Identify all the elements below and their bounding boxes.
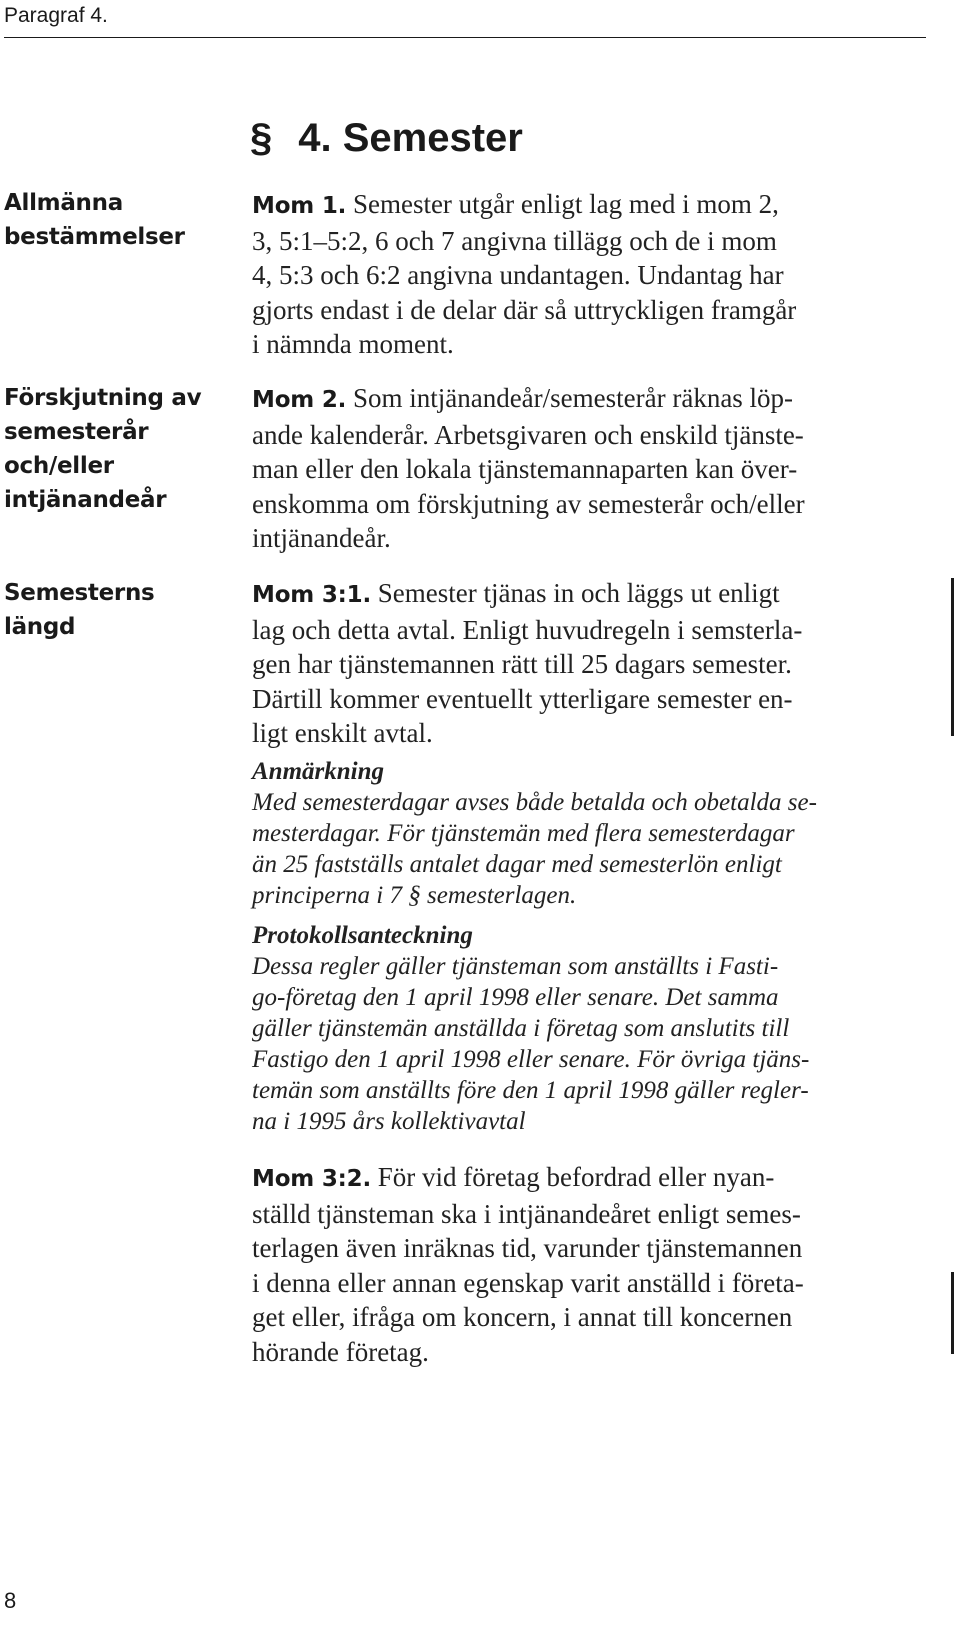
note-line: Dessa regler gäller tjänsteman som anställts i Fasti- [252, 953, 779, 980]
protocol-note [252, 920, 932, 1137]
running-header: Paragraf 4. [4, 4, 108, 27]
change-bar [951, 1272, 954, 1354]
paragraph-line: Semester utgår enligt lag med i mom 2, [352, 189, 779, 219]
paragraph-line: ställd tjänsteman ska i intjänandeåret enligt semes- [252, 1198, 801, 1229]
note-line: gäller tjänstemän anställda i företag som anslutits till [252, 1015, 790, 1042]
paragraph-line: ande kalenderår. Arbetsgivaren och enskild tjänste- [252, 419, 804, 450]
sidebar-general-provisions [4, 186, 234, 254]
note-line: temän som anställts före den 1 april 1998 gäller regler- [252, 1077, 809, 1104]
paragraph-line: ligt enskilt avtal. [252, 718, 433, 748]
protocol-title: Protokollsanteckning [252, 922, 473, 949]
section-title: 4. Semester [298, 116, 523, 160]
sidebar-line: och/eller [4, 453, 114, 479]
mom-3-2-label: Mom 3:2. [252, 1166, 372, 1192]
sidebar-shift-of-year [4, 381, 234, 517]
header-rule [4, 37, 926, 38]
paragraph-line: gjorts endast i de delar där så uttryckligen framgår [252, 294, 797, 325]
paragraph-line: 4, 5:3 och 6:2 angivna undantagen. Undantag har [252, 260, 784, 290]
sidebar-line: längd [4, 614, 76, 640]
paragraph-line: hörande företag. [252, 1336, 429, 1367]
paragraph-line: enskomma om förskjutning av semesterår och/eller [252, 488, 805, 519]
paragraph-line: 3, 5:1–5:2, 6 och 7 angivna tillägg och de i mom [252, 225, 777, 256]
paragraph-line: Som intjänandeår/semesterår räknas löp- [352, 383, 794, 413]
note-line: än 25 fastställs antalet dagar med semesterlön enligt [252, 851, 782, 878]
sidebar-vacation-length [4, 576, 234, 644]
paragraph-line: terlagen även inräknas tid, varunder tjänstemannen [252, 1233, 803, 1263]
paragraph-line: Semester tjänas in och läggs ut enligt [377, 578, 780, 608]
mom-3-1-label: Mom 3:1. [252, 582, 372, 608]
mom-2-label: Mom 2. [252, 387, 347, 413]
sidebar-line: intjänandeår [4, 487, 167, 513]
remark-note [252, 756, 932, 911]
paragraph-line: man eller den lokala tjänstemannaparten kan över- [252, 454, 798, 484]
sidebar-line: bestämmelser [4, 224, 185, 250]
mom-3-2-paragraph [252, 1160, 932, 1369]
section-symbol: § [250, 116, 273, 160]
remark-title: Anmärkning [252, 758, 385, 785]
note-line: Fastigo den 1 april 1998 eller senare. För övriga tjäns- [252, 1046, 810, 1073]
mom-2-paragraph [252, 381, 932, 556]
mom-1-paragraph [252, 187, 932, 362]
note-line: go-företag den 1 april 1998 eller senare. Det samma [252, 984, 779, 1011]
paragraph-line: i nämnda moment. [252, 329, 454, 359]
note-line: Med semesterdagar avses både betalda och obetalda se- [252, 789, 817, 816]
mom-3-1-paragraph [252, 576, 932, 751]
paragraph-line: gen har tjänstemannen rätt till 25 dagars semester. [252, 649, 792, 679]
paragraph-line: För vid företag befordrad eller nyan- [377, 1162, 775, 1192]
sidebar-line: semesterår [4, 419, 149, 445]
paragraph-line: intjänandeår. [252, 523, 391, 553]
sidebar-line: Allmänna [4, 190, 123, 216]
mom-1-label: Mom 1. [252, 193, 347, 219]
sidebar-line: Semesterns [4, 580, 155, 606]
paragraph-line: i denna eller annan egenskap varit anställd i företa- [252, 1267, 804, 1298]
note-line: na i 1995 års kollektivavtal [252, 1108, 526, 1135]
page-number: 8 [4, 1588, 17, 1613]
change-bar [951, 578, 954, 736]
section-heading [250, 110, 523, 166]
sidebar-line: Förskjutning av [4, 385, 202, 411]
paragraph-line: lag och detta avtal. Enligt huvudregeln i semsterla- [252, 614, 803, 645]
paragraph-line: get eller, ifråga om koncern, i annat till koncernen [252, 1302, 793, 1332]
paragraph-line: Därtill kommer eventuellt ytterligare semester en- [252, 683, 793, 714]
note-line: mesterdagar. För tjänstemän med flera semesterdagar [252, 820, 795, 847]
note-line: principerna i 7 § semesterlagen. [252, 882, 577, 909]
